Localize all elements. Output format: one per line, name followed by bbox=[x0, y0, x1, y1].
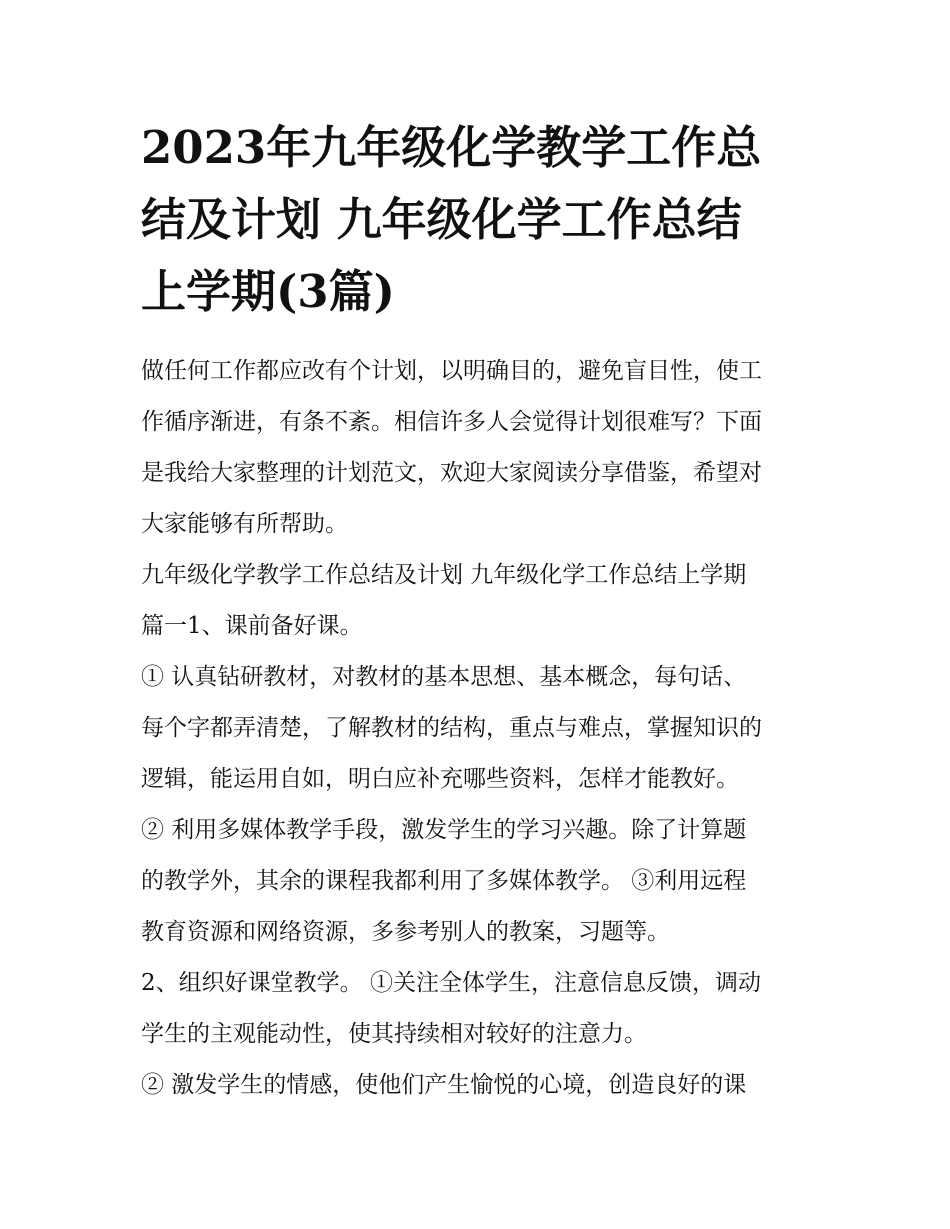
text-line: 2、组织好课堂教学。 ①关注全体学生，注意信息反馈，调动 bbox=[141, 970, 761, 996]
document-title bbox=[141, 112, 811, 328]
intro-paragraph bbox=[141, 346, 811, 550]
text-line: 是我给大家整理的计划范文，欢迎大家阅读分享借鉴，希望对 bbox=[141, 460, 762, 486]
text-line: 大家能够有所帮助。 bbox=[141, 511, 348, 537]
text-line: ② 利用多媒体教学手段，激发学生的学习兴趣。除了计算题 bbox=[141, 817, 747, 843]
item-1-paragraph bbox=[141, 652, 811, 805]
text-line: 每个字都弄清楚，了解教材的结构，重点与难点，掌握知识的 bbox=[141, 715, 762, 741]
text-line: 篇一1、课前备好课。 bbox=[141, 613, 363, 639]
text-line: 教育资源和网络资源，多参考别人的教案，习题等。 bbox=[141, 919, 670, 945]
item-3-paragraph bbox=[141, 1060, 811, 1111]
text-line: 逻辑，能运用自如，明白应补充哪些资料，怎样才能教好。 bbox=[141, 766, 739, 792]
title-line: 上学期(3篇) bbox=[141, 265, 395, 318]
section-2-paragraph bbox=[141, 958, 811, 1060]
text-line: ② 激发学生的情感，使他们产生愉悦的心境，创造良好的课 bbox=[141, 1072, 747, 1098]
text-line: 作循序渐进，有条不紊。相信许多人会觉得计划很难写？下面 bbox=[141, 409, 762, 435]
title-line: 结及计划 九年级化学工作总结 bbox=[141, 193, 742, 246]
text-line: 做任何工作都应改有个计划，以明确目的，避免盲目性，使工 bbox=[141, 358, 762, 384]
text-line: 九年级化学教学工作总结及计划 九年级化学工作总结上学期 bbox=[141, 562, 747, 588]
text-line: 学生的主观能动性，使其持续相对较好的注意力。 bbox=[141, 1021, 647, 1047]
document-body bbox=[141, 346, 811, 1111]
text-line: 的教学外，其余的课程我都利用了多媒体教学。 ③利用远程 bbox=[141, 868, 747, 894]
text-line: ① 认真钻研教材，对教材的基本思想、基本概念，每句话、 bbox=[141, 664, 747, 690]
document-page bbox=[141, 112, 811, 1111]
title-line: 2023年九年级化学教学工作总 bbox=[141, 121, 762, 174]
section-heading-paragraph bbox=[141, 550, 811, 652]
item-2-paragraph bbox=[141, 805, 811, 958]
